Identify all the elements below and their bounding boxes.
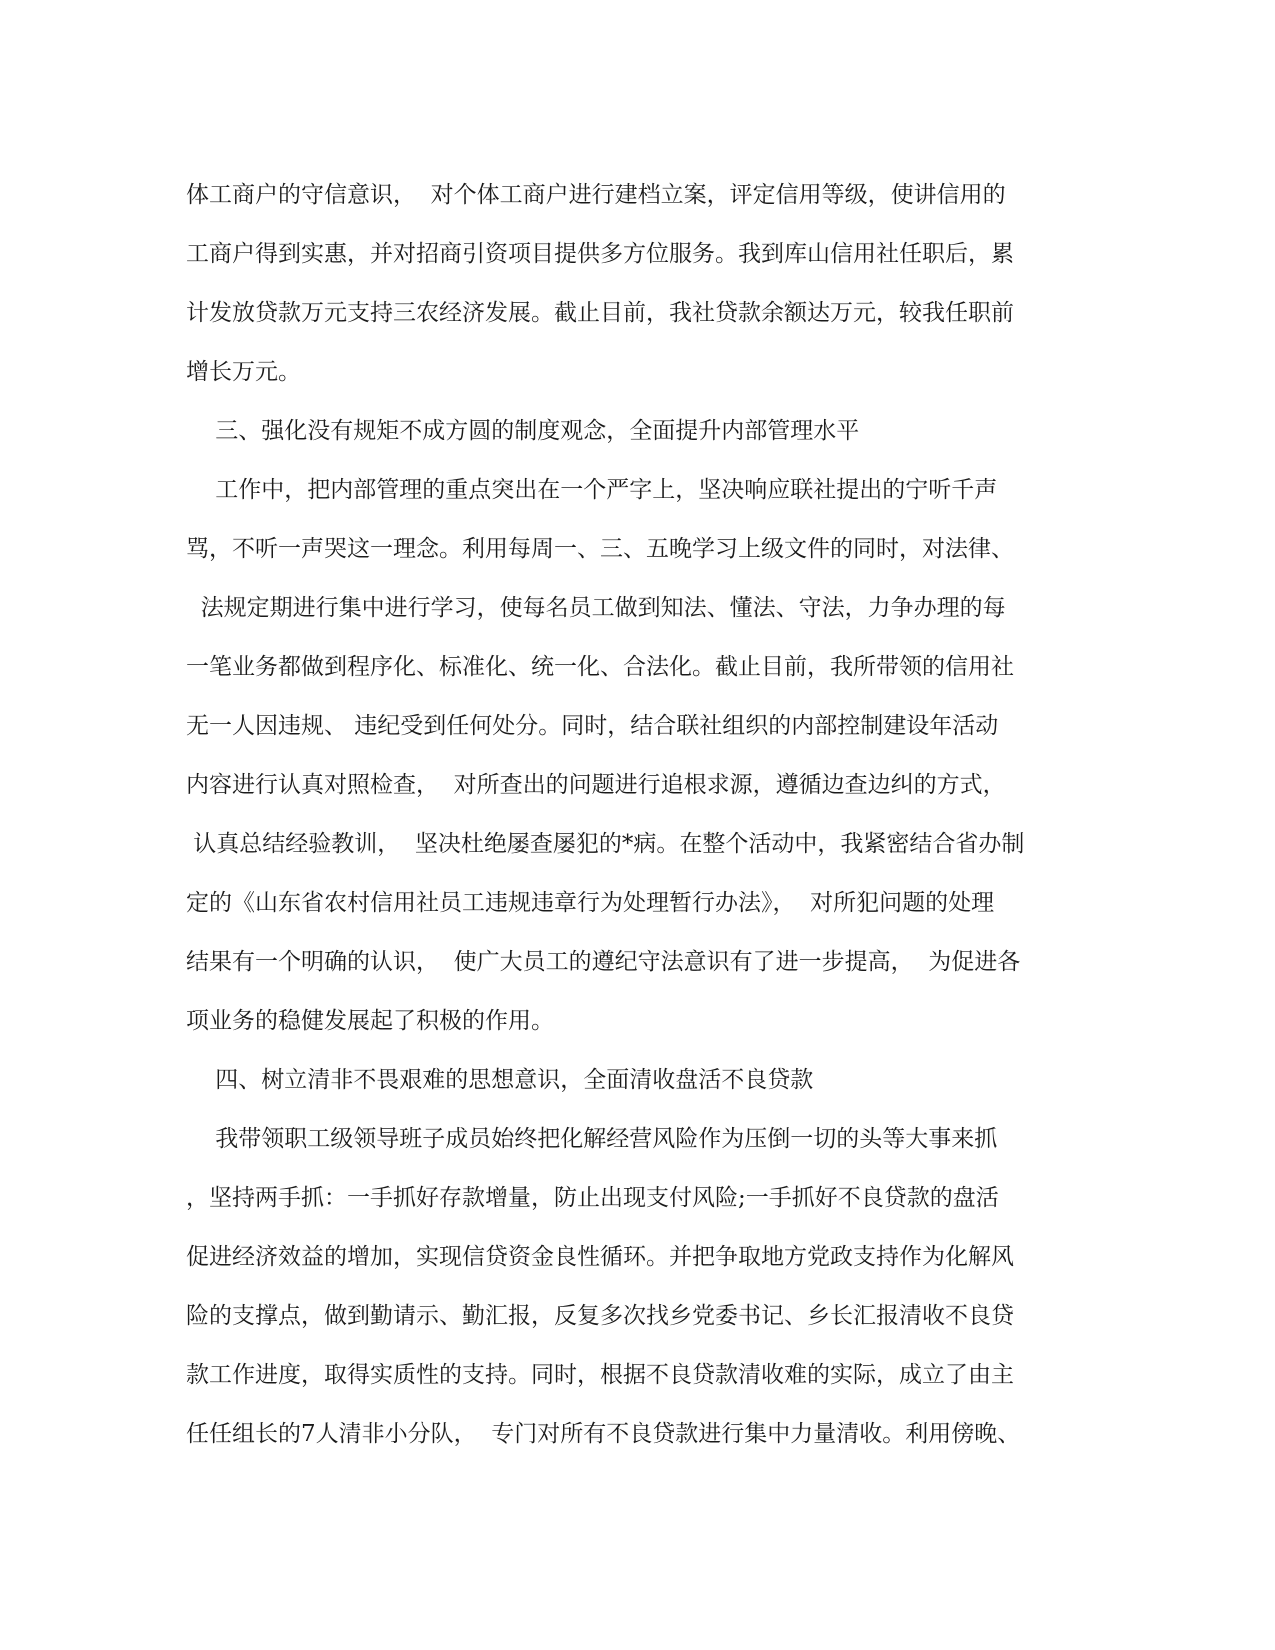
section-heading: 三、强化没有规矩不成方圆的制度观念，全面提升内部管理水平 [186, 418, 860, 444]
text-line: 任任组长的7人清非小分队， 专门对所有不良贷款进行集中力量清收。利用傍晚、 [186, 1421, 1021, 1447]
text-line: 计发放贷款万元支持三农经济发展。截止目前，我社贷款余额达万元，较我任职前 [186, 300, 1014, 326]
text-line: 定的《山东省农村信用社员工违规违章行为处理暂行办法》， 对所犯问题的处理 [186, 890, 995, 916]
text-line: 款工作进度，取得实质性的支持。同时，根据不良贷款清收难的实际，成立了由主 [186, 1362, 1014, 1388]
text-line: 一笔业务都做到程序化、标准化、统一化、合法化。截止目前，我所带领的信用社 [186, 654, 1014, 680]
text-line: 项业务的稳健发展起了积极的作用。 [186, 1008, 554, 1034]
body-text [186, 166, 1091, 1464]
text-line: 促进经济效益的增加，实现信贷资金良性循环。并把争取地方党政支持作为化解风 [186, 1244, 1014, 1270]
text-line: 结果有一个明确的认识， 使广大员工的遵纪守法意识有了进一步提高， 为促进各 [186, 949, 1021, 975]
section-heading: 四、树立清非不畏艰难的思想意识，全面清收盘活不良贷款 [186, 1067, 814, 1093]
text-line: 法规定期进行集中进行学习，使每名员工做到知法、懂法、守法，力争办理的每 [186, 595, 1006, 621]
text-line: 增长万元。 [186, 359, 301, 385]
text-line: 体工商户的守信意识， 对个体工商户进行建档立案，评定信用等级，使讲信用的 [186, 182, 1006, 208]
text-line: 工作中，把内部管理的重点突出在一个严字上，坚决响应联社提出的宁听千声 [186, 477, 998, 503]
text-line: 我带领职工级领导班子成员始终把化解经营风险作为压倒一切的头等大事来抓 [186, 1126, 998, 1152]
text-line: 认真总结经验教训， 坚决杜绝屡查屡犯的*病。在整个活动中，我紧密结合省办制 [186, 831, 1025, 857]
text-line: 险的支撑点，做到勤请示、勤汇报，反复多次找乡党委书记、乡长汇报清收不良贷 [186, 1303, 1014, 1329]
text-line: ，坚持两手抓：一手抓好存款增量，防止出现支付风险;一手抓好不良贷款的盘活 [186, 1185, 999, 1211]
text-line: 骂，不听一声哭这一理念。利用每周一、三、五晚学习上级文件的同时，对法律、 [186, 536, 1014, 562]
text-line: 工商户得到实惠，并对招商引资项目提供多方位服务。我到库山信用社任职后，累 [186, 241, 1014, 267]
text-line: 无一人因违规、 违纪受到任何处分。同时，结合联社组织的内部控制建设年活动 [186, 713, 999, 739]
text-line: 内容进行认真对照检查， 对所查出的问题进行追根求源，遵循边查边纠的方式， [186, 772, 1006, 798]
